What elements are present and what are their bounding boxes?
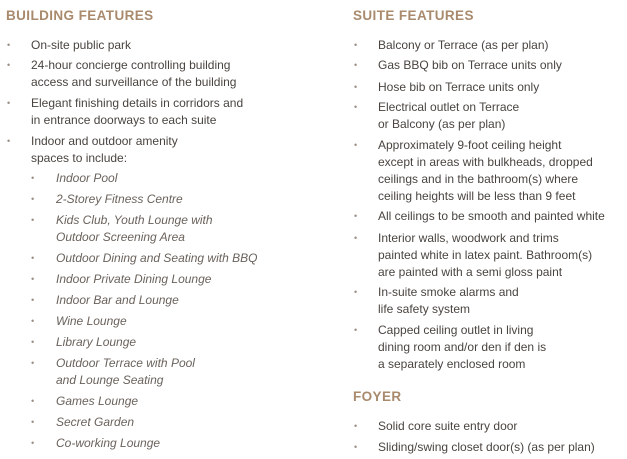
list-item: • Interior walls, woodwork and trims painted white in latex paint. Bathroom(s) are painted with a semi gloss paint [353,230,592,281]
amenity-item: • Co-working Lounge [6,435,160,452]
amenity-item: • Games Lounge [6,393,138,410]
list-item: • 24-hour concierge controlling building access and surveillance of the building [6,57,236,91]
list-item: • Approximately 9-foot ceiling height except in areas with bulkheads, dropped ceilings and in the bathroom(s) where ceiling heights will be less than 9 feet [353,137,593,205]
amenity-item: • Library Lounge [6,334,136,351]
building-features-heading: BUILDING FEATURES [6,8,154,23]
amenity-item: • Kids Club, Youth Lounge with Outdoor Screening Area [6,212,213,246]
amenity-item: • Wine Lounge [6,313,127,330]
list-item: • Indoor and outdoor amenity spaces to include: [6,133,178,167]
foyer-heading: FOYER [353,389,402,404]
list-item: • In-suite smoke alarms and life safety system [353,284,519,318]
list-item: • On-site public park [6,37,131,54]
list-item: • Elegant finishing details in corridors and in entrance doorways to each suite [6,95,243,129]
amenity-item: • Outdoor Dining and Seating with BBQ [6,250,257,267]
amenity-item: • Indoor Bar and Lounge [6,292,179,309]
amenity-item: • Outdoor Terrace with Pool and Lounge Seating [6,355,195,389]
list-item: • Hose bib on Terrace units only [353,79,539,96]
list-item: • Sliding/swing closet door(s) (as per plan) [353,439,595,456]
amenity-item: • Indoor Pool [6,170,117,187]
list-item: • All ceilings to be smooth and painted white [353,208,605,225]
amenity-item: • Indoor Private Dining Lounge [6,271,211,288]
list-item: • Balcony or Terrace (as per plan) [353,37,549,54]
list-item: • Capped ceiling outlet in living dining room and/or den if den is a separately enclosed room [353,322,546,373]
list-item: • Solid core suite entry door [353,418,517,435]
list-item: • Gas BBQ bib on Terrace units only [353,57,562,74]
amenity-item: • 2-Storey Fitness Centre [6,191,183,208]
list-item: • Electrical outlet on Terrace or Balcony (as per plan) [353,99,519,133]
suite-features-heading: SUITE FEATURES [353,8,474,23]
amenity-item: • Secret Garden [6,414,134,431]
